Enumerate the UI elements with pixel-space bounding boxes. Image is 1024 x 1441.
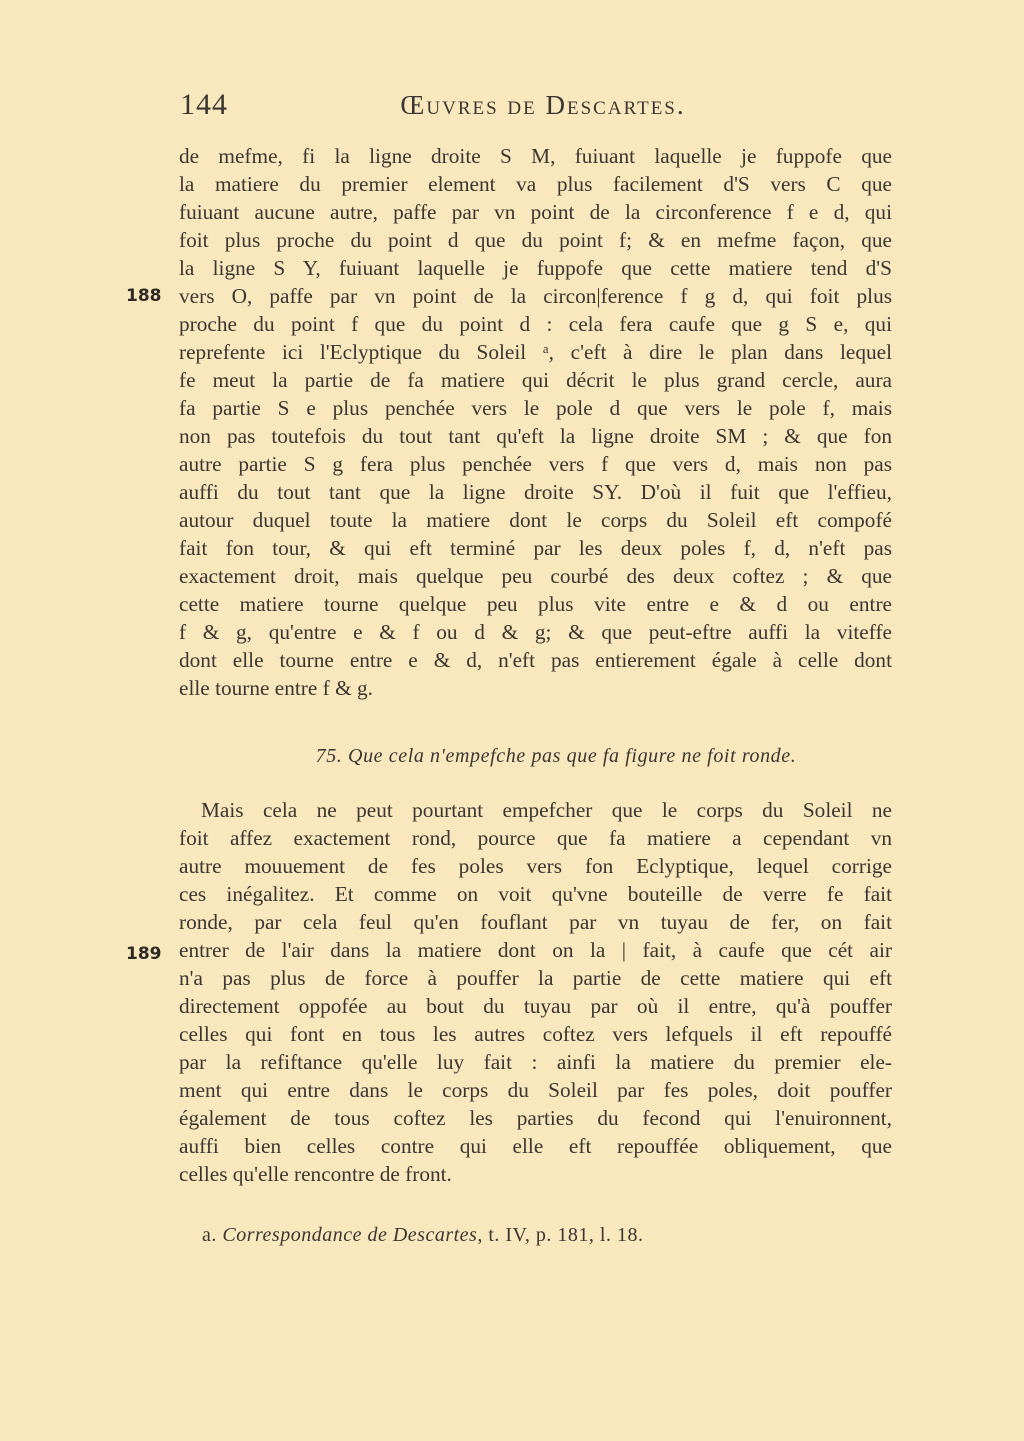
text-line: également de tous coftez les parties du fecond qui l'enuironnent,	[179, 1106, 892, 1130]
text-line: auffi bien celles contre qui elle eft repouffée obliquement, que	[179, 1134, 892, 1158]
text-line: la ligne S Y, fuiuant laquelle je fuppofe que cette matiere tend d'S	[179, 256, 892, 280]
text-line: non pas toutefois du tout tant qu'eft la ligne droite SM ; & que fon	[179, 424, 892, 448]
paragraph-1	[179, 142, 892, 702]
text-line: entrer de l'air dans la matiere dont on la | fait, à caufe que cét air	[179, 938, 892, 962]
text-line: foit affez exactement rond, pource que fa matiere a cependant vn	[179, 826, 892, 850]
running-title: Œuvres de Descartes.	[400, 90, 686, 120]
text-line: vers O, paffe par vn point de la circon|ference f g d, qui foit plus	[179, 284, 892, 308]
text-line: f & g, qu'entre e & f ou d & g; & que peut-eftre auffi la viteffe	[179, 620, 892, 644]
section-heading: 75. Que cela n'empefche pas que fa figure ne foit ronde.	[315, 745, 797, 767]
text-line: elle tourne entre f & g.	[179, 676, 373, 700]
text-line: cette matiere tourne quelque peu plus vite entre e & d ou entre	[179, 592, 892, 616]
footnote	[202, 1224, 643, 1247]
text-line: auffi du tout tant que la ligne droite SY. D'où il fuit que l'effieu,	[179, 480, 892, 504]
text-line: Mais cela ne peut pourtant empefcher que le corps du Soleil ne	[201, 798, 892, 822]
footnote-marker: a.	[202, 1224, 217, 1246]
text-line: foit plus proche du point d que du point f; & en mefme façon, que	[179, 228, 892, 252]
text-line: fuiuant aucune autre, paffe par vn point de la circonference f e d, qui	[179, 200, 892, 224]
page-header	[180, 88, 892, 128]
text-line: ment qui entre dans le corps du Soleil par fes poles, doit pouffer	[179, 1078, 892, 1102]
text-line: la matiere du premier element va plus facilement d'S vers C que	[179, 172, 892, 196]
text-line: fe meut la partie de fa matiere qui décrit le plus grand cercle, aura	[179, 368, 892, 392]
text-line: autour duquel toute la matiere dont le corps du Soleil eft compofé	[179, 508, 892, 532]
text-line: fait fon tour, & qui eft terminé par les deux poles f, d, n'eft pas	[179, 536, 892, 560]
text-line: proche du point f que du point d : cela fera caufe que g S e, qui	[179, 312, 892, 336]
margin-number: 188	[126, 286, 162, 306]
text-line: de mefme, fi la ligne droite S M, fuiuant laquelle je fuppofe que	[179, 144, 892, 168]
text-line: directement oppofée au bout du tuyau par où il entre, qu'à pouffer	[179, 994, 892, 1018]
page-number: 144	[180, 88, 228, 121]
text-line: ronde, par cela feul qu'en fouflant par vn tuyau de fer, on fait	[179, 910, 892, 934]
text-line: reprefente ici l'Eclyptique du Soleil ᵃ, c'eft à dire le plan dans lequel	[179, 340, 892, 364]
footnote-reference: , t. IV, p. 181, l. 18.	[477, 1224, 644, 1246]
paragraph-2	[179, 796, 892, 1188]
text-line: autre partie S g fera plus penchée vers f que vers d, mais non pas	[179, 452, 892, 476]
text-line: autre mouuement de fes poles vers fon Eclyptique, lequel corrige	[179, 854, 892, 878]
text-line: par la refiftance qu'elle luy fait : ainfi la matiere du premier ele-	[179, 1050, 892, 1074]
text-line: dont elle tourne entre e & d, n'eft pas entierement égale à celle dont	[179, 648, 892, 672]
text-line: fa partie S e plus penchée vers le pole d que vers le pole f, mais	[179, 396, 892, 420]
text-line: celles qui font en tous les autres coftez vers lefquels il eft repouffé	[179, 1022, 892, 1046]
text-line: ces inégalitez. Et comme on voit qu'vne bouteille de verre fe fait	[179, 882, 892, 906]
footnote-title: Correspondance de Descartes	[222, 1224, 478, 1246]
text-line: celles qu'elle rencontre de front.	[179, 1162, 452, 1186]
margin-number: 189	[126, 944, 162, 964]
text-line: n'a pas plus de force à pouffer la partie de cette matiere qui eft	[179, 966, 892, 990]
text-line: exactement droit, mais quelque peu courbé des deux coftez ; & que	[179, 564, 892, 588]
